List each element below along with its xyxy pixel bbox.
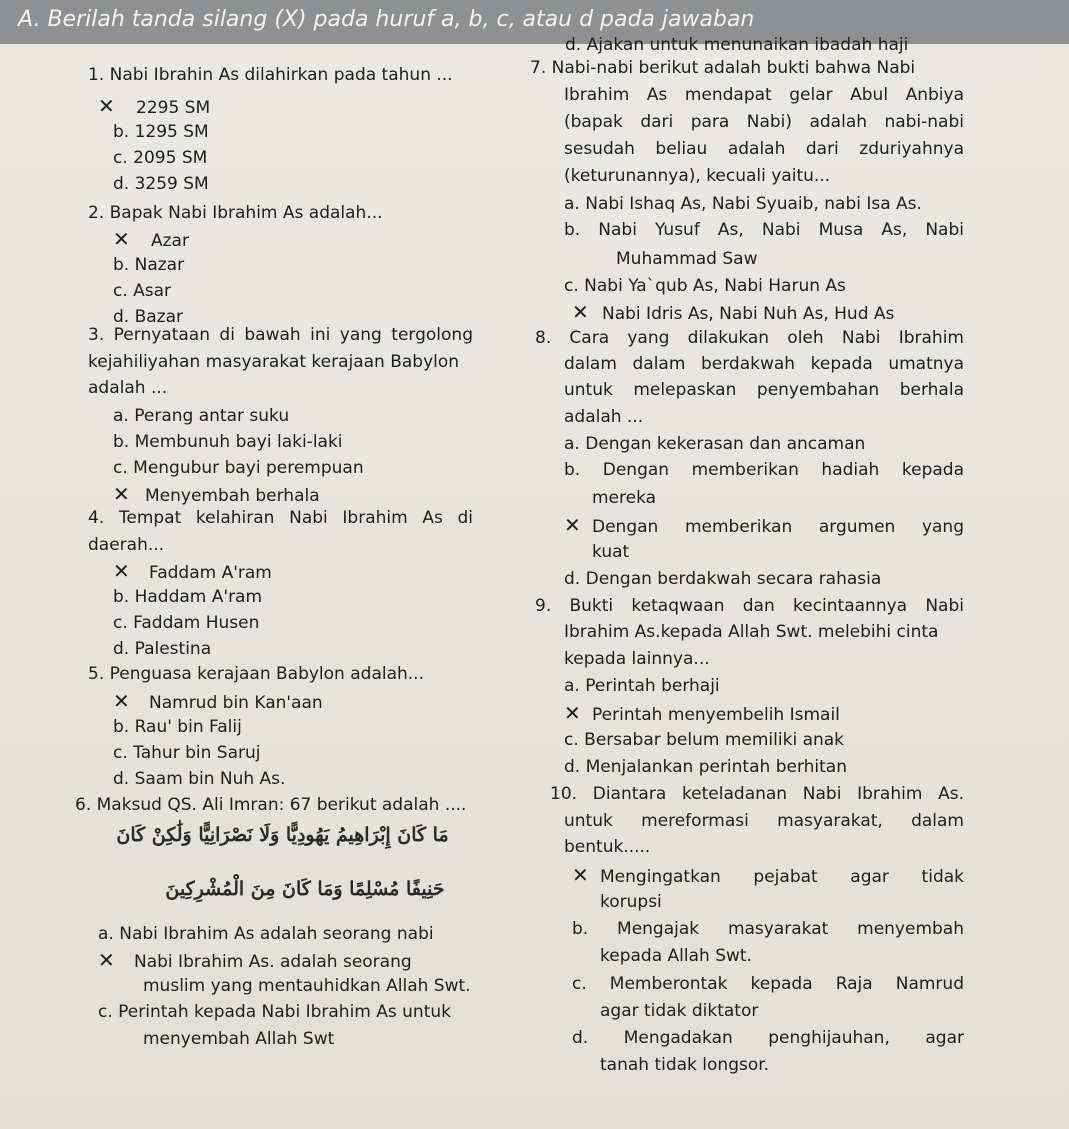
question-5: 5. Penguasa kerajaan Babylon adalah... xyxy=(88,664,424,684)
question-9-line-2: Ibrahim As.kepada Allah Swt. melebihi cinta xyxy=(564,622,939,642)
cross-mark-icon: ✕ xyxy=(113,482,130,506)
question-8-line-4: adalah ... xyxy=(564,407,644,427)
q6-option-b[interactable]: ✕ Nabi Ibrahim As. adalah seorang xyxy=(98,948,412,972)
question-8-line-2: dalam dalam berdakwah kepada umatnya xyxy=(564,354,964,374)
q6-option-b-line-2: muslim yang mentauhidkan Allah Swt. xyxy=(143,976,471,996)
q9-option-a[interactable]: a. Perintah berhaji xyxy=(564,676,720,696)
q8-option-c-line-2: kuat xyxy=(592,542,630,562)
q1-option-a[interactable]: ✕ 2295 SM xyxy=(98,94,211,118)
q7-option-d[interactable]: ✕ Nabi Idris As, Nabi Nuh As, Hud As xyxy=(572,300,895,324)
question-9-line-3: kepada lainnya... xyxy=(564,649,710,669)
q6-option-a[interactable]: a. Nabi Ibrahim As adalah seorang nabi xyxy=(98,924,434,944)
q8-option-d[interactable]: d. Dengan berdakwah secara rahasia xyxy=(564,569,882,589)
cross-mark-icon: ✕ xyxy=(98,948,115,972)
question-9-line-1: 9. Bukti ketaqwaan dan kecintaannya Nabi xyxy=(535,596,964,616)
q7-option-a[interactable]: a. Nabi Ishaq As, Nabi Syuaib, nabi Isa As. xyxy=(564,194,922,214)
q4-option-d[interactable]: d. Palestina xyxy=(113,639,212,659)
question-4-line-2: daerah... xyxy=(88,535,165,555)
question-7-line-2: Ibrahim As mendapat gelar Abul Anbiya xyxy=(564,85,964,105)
section-instruction: A. Berilah tanda silang (X) pada huruf a, b, c, atau d pada jawaban xyxy=(0,0,1069,44)
question-10-line-2: untuk mereformasi masyarakat, dalam xyxy=(564,811,964,831)
q5-option-c[interactable]: c. Tahur bin Saruj xyxy=(113,743,261,763)
q4-option-b[interactable]: b. Haddam A'ram xyxy=(113,587,263,607)
q5-option-a[interactable]: ✕ Namrud bin Kan'aan xyxy=(113,689,323,713)
q4-option-c[interactable]: c. Faddam Husen xyxy=(113,613,260,633)
q6-option-c[interactable]: c. Perintah kepada Nabi Ibrahim As untuk xyxy=(98,1002,451,1022)
q8-option-b[interactable]: b. Dengan memberikan hadiah kepada xyxy=(564,460,964,480)
q3-option-d[interactable]: ✕ Menyembah berhala xyxy=(113,482,320,506)
q8-option-c[interactable]: ✕ Dengan memberikan argumen yang xyxy=(564,513,964,537)
q6-option-c-line-2: menyembah Allah Swt xyxy=(143,1029,335,1049)
q10-option-d[interactable]: d. Mengadakan penghijauhan, agar xyxy=(572,1028,964,1048)
q1-option-d[interactable]: d. 3259 SM xyxy=(113,174,209,194)
cross-mark-icon: ✕ xyxy=(98,94,115,118)
q1-option-c[interactable]: c. 2095 SM xyxy=(113,148,208,168)
q2-option-b[interactable]: b. Nazar xyxy=(113,255,185,275)
question-4-line-1: 4. Tempat kelahiran Nabi Ibrahim As di xyxy=(88,508,473,528)
cross-mark-icon: ✕ xyxy=(113,227,130,251)
cross-mark-icon: ✕ xyxy=(564,701,581,725)
q2-option-c[interactable]: c. Asar xyxy=(113,281,172,301)
question-7-line-3: (bapak dari para Nabi) adalah nabi-nabi xyxy=(564,112,964,132)
question-7-line-4: sesudah beliau adalah dari zduriyahnya xyxy=(564,139,964,159)
q9-option-d[interactable]: d. Menjalankan perintah berhitan xyxy=(564,757,847,777)
q3-option-c[interactable]: c. Mengubur bayi perempuan xyxy=(113,458,364,478)
q5-option-b[interactable]: b. Rau' bin Falij xyxy=(113,717,242,737)
cross-mark-icon: ✕ xyxy=(113,559,130,583)
q8-option-a[interactable]: a. Dengan kekerasan dan ancaman xyxy=(564,434,866,454)
q7-option-b-line-2: Muhammad Saw xyxy=(616,249,758,269)
question-6: 6. Maksud QS. Ali Imran: 67 berikut adalah .... xyxy=(75,795,467,815)
question-3-line-2: kejahiliyahan masyarakat kerajaan Babylon xyxy=(88,352,460,372)
q2-option-d[interactable]: d. Bazar xyxy=(113,307,184,327)
question-3-line-3: adalah ... xyxy=(88,378,168,398)
q4-option-a[interactable]: ✕ Faddam A'ram xyxy=(113,559,272,583)
question-1: 1. Nabi Ibrahin As dilahirkan pada tahun ... xyxy=(88,65,453,85)
arabic-verse-line-1: مَا كَانَ إِبْرَاهِيمُ يَهُودِيًّا وَلَا نَصْرَانِيًّا وَلَٰكِنْ كَانَ xyxy=(116,824,449,846)
q7-option-c[interactable]: c. Nabi Ya`qub As, Nabi Harun As xyxy=(564,276,846,296)
q10-option-c-line-2: agar tidak diktator xyxy=(600,1001,759,1021)
q9-option-b[interactable]: ✕ Perintah menyembelih Ismail xyxy=(564,701,840,725)
question-7-line-1: 7. Nabi-nabi berikut adalah bukti bahwa Nabi xyxy=(530,58,916,78)
q3-option-b[interactable]: b. Membunuh bayi laki-laki xyxy=(113,432,343,452)
cross-mark-icon: ✕ xyxy=(572,300,589,324)
q8-option-b-line-2: mereka xyxy=(592,488,657,508)
q5-option-d[interactable]: d. Saam bin Nuh As. xyxy=(113,769,286,789)
q10-option-b-line-2: kepada Allah Swt. xyxy=(600,946,752,966)
q9-option-c[interactable]: c. Bersabar belum memiliki anak xyxy=(564,730,845,750)
question-3-line-1: 3. Pernyataan di bawah ini yang tergolong xyxy=(88,325,473,345)
question-8-line-1: 8. Cara yang dilakukan oleh Nabi Ibrahim xyxy=(535,328,964,348)
q10-option-a[interactable]: ✕ Mengingatkan pejabat agar tidak xyxy=(572,863,964,887)
q2-option-a[interactable]: ✕ Azar xyxy=(113,227,189,251)
cross-mark-icon: ✕ xyxy=(564,513,581,537)
q3-option-a[interactable]: a. Perang antar suku xyxy=(113,406,290,426)
q7-option-b[interactable]: b. Nabi Yusuf As, Nabi Musa As, Nabi xyxy=(564,220,964,240)
q6-prev-option-d[interactable]: d. Ajakan untuk menunaikan ibadah haji xyxy=(565,35,909,55)
q10-option-b[interactable]: b. Mengajak masyarakat menyembah xyxy=(572,919,964,939)
q10-option-a-line-2: korupsi xyxy=(600,892,662,912)
question-7-line-5: (keturunannya), kecuali yaitu... xyxy=(564,166,831,186)
question-8-line-3: untuk melepaskan penyembahan berhala xyxy=(564,380,964,400)
q10-option-c[interactable]: c. Memberontak kepada Raja Namrud xyxy=(572,974,964,994)
q10-option-d-line-2: tanah tidak longsor. xyxy=(600,1055,770,1075)
question-10-line-3: bentuk..... xyxy=(564,837,651,857)
question-2: 2. Bapak Nabi Ibrahim As adalah... xyxy=(88,203,383,223)
cross-mark-icon: ✕ xyxy=(572,863,589,887)
question-10-line-1: 10. Diantara keteladanan Nabi Ibrahim As. xyxy=(550,784,964,804)
arabic-verse-line-2: حَنِيفًا مُسْلِمًا وَمَا كَانَ مِنَ الْمُشْرِكِينَ xyxy=(165,878,445,900)
q1-option-b[interactable]: b. 1295 SM xyxy=(113,122,209,142)
cross-mark-icon: ✕ xyxy=(113,689,130,713)
